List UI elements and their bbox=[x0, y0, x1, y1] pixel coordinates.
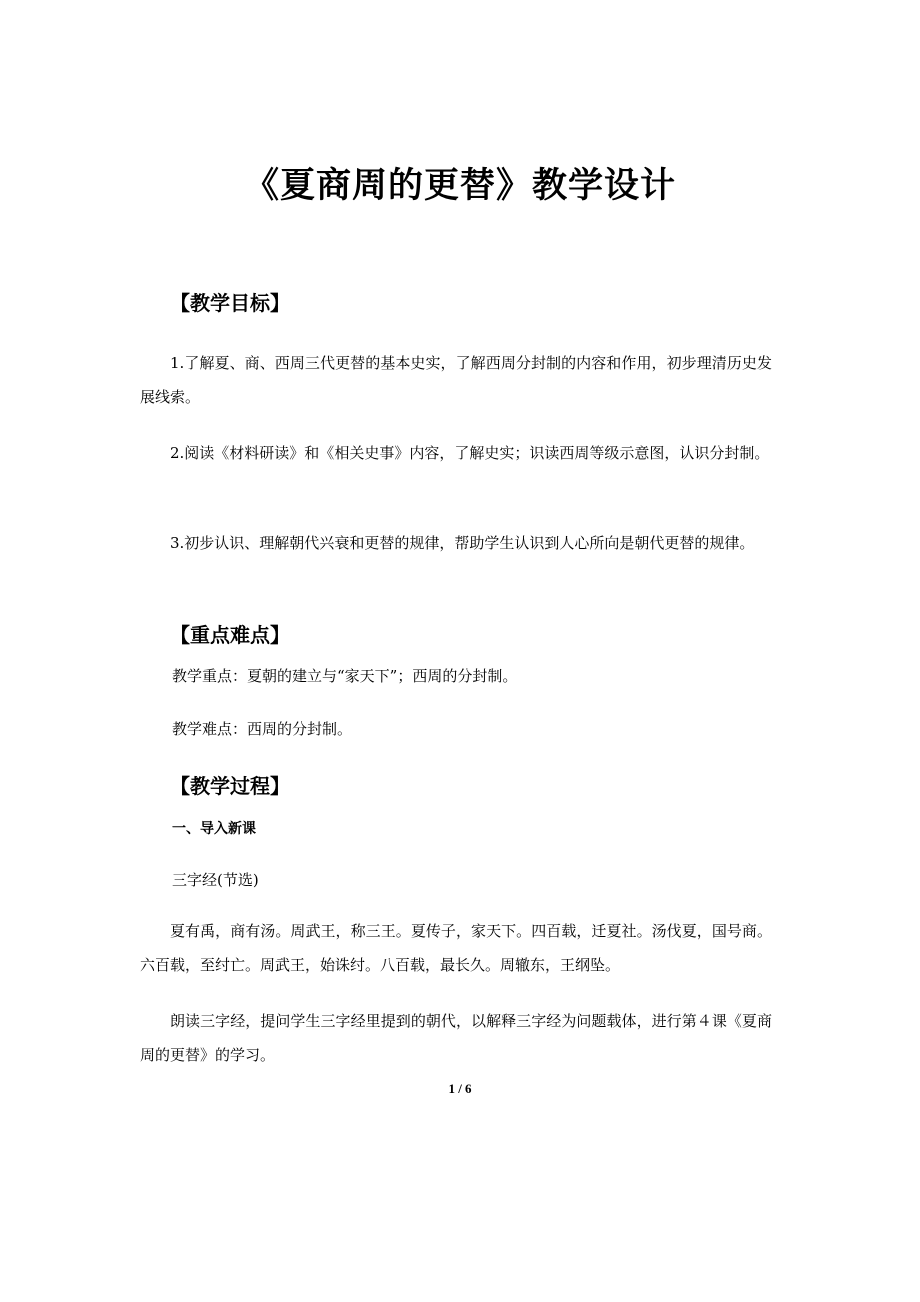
objective-item-3: 3.初步认识、理解朝代兴衰和更替的规律，帮助学生认识到人心所向是朝代更替的规律。 bbox=[170, 534, 755, 552]
document-title: 《夏商周的更替》教学设计 bbox=[243, 166, 676, 206]
excerpt-text: 夏有禹，商有汤。周武王，称三王。夏传子，家天下。四百载，迁夏社。汤伐夏，国号商。六百载，至纣亡。周武王，始诛纣。八百载，最长久。周辙东，王纲坠。 bbox=[140, 922, 772, 974]
section-heading-process: 【教学过程】 bbox=[170, 774, 290, 798]
section-heading-objectives: 【教学目标】 bbox=[170, 291, 290, 315]
activity-text: 朗读三字经，提问学生三字经里提到的朝代，以解释三字经为问题载体，进行第４课《夏商周的更替》的学习。 bbox=[140, 1012, 772, 1064]
objective-item-2: 2.阅读《材料研读》和《相关史事》内容，了解史实；识读西周等级示意图，认识分封制。 bbox=[170, 444, 770, 462]
difficult-point-text: 教学难点：西周的分封制。 bbox=[172, 720, 353, 738]
key-point-text: 教学重点：夏朝的建立与“家天下”；西周的分封制。 bbox=[172, 667, 518, 685]
section-heading-key-points: 【重点难点】 bbox=[170, 623, 290, 647]
process-subheading: 一、导入新课 bbox=[172, 821, 256, 837]
excerpt-source-label: 三字经(节选) bbox=[172, 871, 259, 889]
objective-item-1: 1.了解夏、商、西周三代更替的基本史实，了解西周分封制的内容和作用，初步理清历史发展线索。 bbox=[140, 354, 772, 406]
page-number: 1 / 6 bbox=[448, 1081, 472, 1096]
